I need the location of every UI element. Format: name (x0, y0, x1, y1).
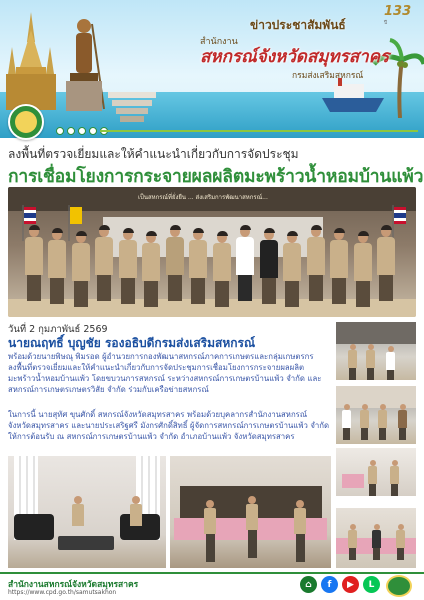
side-photo-4 (336, 508, 416, 568)
header-banner (0, 0, 424, 138)
footer-divider (0, 572, 424, 574)
person-figure (48, 228, 66, 304)
article-paragraph-2: ในการนี้ นายสุทัศ ขุนศักดิ์ สหกรณ์จังหวัดสมุทรสาคร พร้อมด้วยบุคลากรสำนักงานสหกรณ์จังหวัดสมุทรสาคร และนายประเสริฐศรี มังกรศักดิ์สิทธิ์ ผู้จัดการสหกรณ์การเกษตรบ้านแพ้ว จำกัด ให้การต้อนรับ ณ สหกรณ์การเกษตรบ้านแพ้ว จำกัด อำเภอบ้านแพ้ว จังหวัดสมุทรสาคร (8, 410, 330, 441)
home-icon[interactable]: ⌂ (300, 576, 317, 593)
person-figure (307, 225, 325, 301)
person-figure (25, 225, 43, 301)
banner-divider (100, 130, 418, 132)
line-icon[interactable]: L (363, 576, 380, 593)
person-figure (189, 228, 207, 304)
main-group-photo (8, 187, 416, 317)
department-logo (386, 575, 412, 597)
person-figure (72, 231, 90, 307)
article-date: วันที่ 2 กุมภาพันธ์ 2569 (8, 324, 108, 335)
office-label-small: สำนักงาน (200, 37, 238, 47)
coffee-table (58, 536, 114, 550)
anniversary-sub: ปี (384, 20, 388, 26)
office-name: สหกรณ์จังหวัดสมุทรสาคร (200, 47, 390, 67)
footer (0, 572, 424, 600)
facebook-icon[interactable]: f (321, 576, 338, 593)
person-figure (354, 231, 372, 307)
anniversary-number: 133 (384, 4, 412, 19)
person-figure (260, 228, 278, 304)
bottom-photo-meeting-room (8, 456, 166, 568)
bottom-photo-hall (170, 456, 331, 568)
cooperative-seal-logo (8, 104, 44, 140)
person-figure (283, 231, 301, 307)
person-figure (213, 231, 231, 307)
person-figure (95, 225, 113, 301)
news-label: ข่าวประชาสัมพันธ์ (250, 18, 346, 32)
person-figure (236, 225, 254, 301)
article-paragraph-1: พร้อมด้วยนายพิษณุ พิมรอด ผู้อำนวยการกองพัฒนาสหกรณ์ภาคการเกษตรและกลุ่มเกษตรกร ลงพื้นที่ตรวจเยี่ยมและให้คำแนะนำเกี่ยวกับการจัดประชุมการเชื่อมโยงการกระจายผลผลิตมะพร้าวน้ำหอมบ้านแพ้ว โดยขบวนการสหกรณ์ ระหว่างสหกรณ์การเกษตรบ้านแพ้ว จำกัด และสหกรณ์การเกษตรเกษตรวิสัย จำกัด ร่วมกับเครือข่ายสหกรณ์ (8, 352, 322, 394)
side-photo-3 (336, 448, 416, 496)
footer-url[interactable]: https://www.cpd.go.th/samutsakhon (8, 589, 117, 596)
person-figure (377, 225, 395, 301)
sofa (14, 514, 54, 540)
footer-office-name: สำนักงานสหกรณ์จังหวัดสมุทรสาคร (8, 580, 139, 590)
article-person: นายณฤทธิ์ บุญชัย รองอธิบดีกรมส่งเสริมสหกรณ์ (8, 336, 256, 350)
person-figure (142, 231, 160, 307)
pier-illustration (108, 88, 156, 122)
person-figure (119, 228, 137, 304)
department-name: กรมส่งเสริมสหกรณ์ (292, 71, 364, 81)
person-figure (166, 225, 184, 301)
side-photo-1 (336, 322, 416, 380)
person-figure (330, 228, 348, 304)
temple-illustration (2, 12, 60, 112)
side-photo-2 (336, 386, 416, 444)
statue-illustration (62, 14, 106, 114)
meeting-room-banner-text: เป็นสหกรณ์ที่ยั่งยืน ... ส่งเสริมการพัฒนาสหกรณ์... (138, 194, 268, 201)
youtube-icon[interactable]: ▶ (342, 576, 359, 593)
anniversary-badge (384, 4, 418, 34)
headline: การเชื่อมโยงการกระจายผลผลิตมะพร้าวน้ำหอมบ้านแพ้ว (8, 167, 424, 187)
subheading: ลงพื้นที่ตรวจเยี่ยมและให้คำแนะนำเกี่ยวกับการจัดประชุม (8, 147, 299, 161)
